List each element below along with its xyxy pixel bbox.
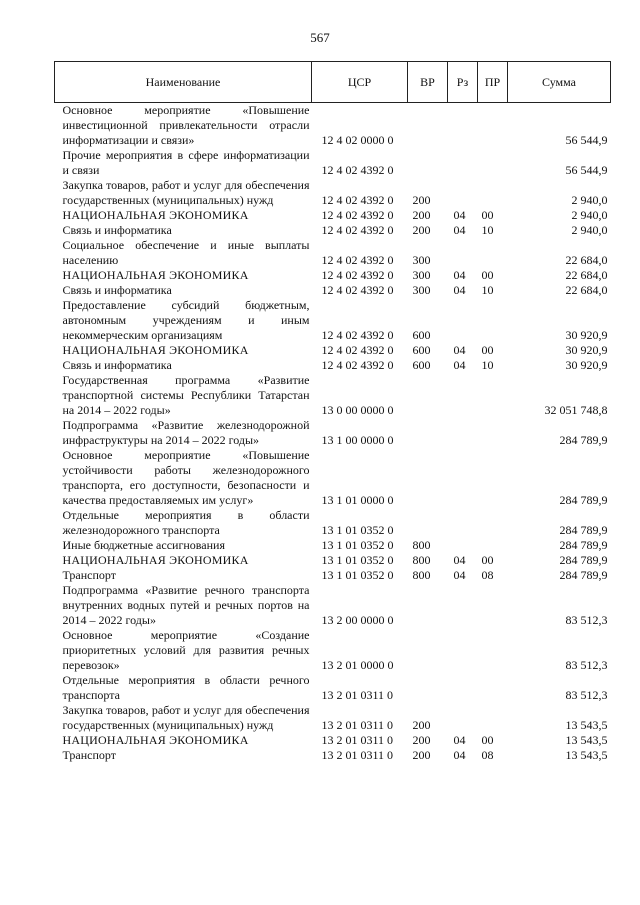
page-number: 567 xyxy=(310,30,330,45)
table-row xyxy=(55,373,611,418)
cell-vr: 300 xyxy=(412,283,431,297)
table-row xyxy=(55,148,611,178)
cell-vr xyxy=(408,508,448,538)
cell-sum: 284 789,9 xyxy=(559,523,608,537)
cell-vr: 800 xyxy=(412,553,431,567)
cell-rz xyxy=(448,448,478,508)
cell-name: Прочие мероприятия в сфере информатизации и связи xyxy=(62,148,310,177)
table-row xyxy=(55,733,611,748)
cell-sum: 22 684,0 xyxy=(565,253,608,267)
table-row xyxy=(55,703,611,733)
table-row xyxy=(55,238,611,268)
cell-sum: 284 789,9 xyxy=(559,553,608,567)
cell-vr: 600 xyxy=(412,328,431,342)
cell-pr: 10 xyxy=(481,283,494,297)
cell-name: Подпрограмма «Развитие речного транспорта внутренних водных путей и речных портов на 2014 – 2022 годы» xyxy=(62,583,310,627)
cell-name: НАЦИОНАЛЬНАЯ ЭКОНОМИКА xyxy=(62,208,249,222)
cell-vr: 800 xyxy=(412,568,431,582)
cell-sum: 284 789,9 xyxy=(559,493,608,507)
cell-name: Транспорт xyxy=(62,748,116,762)
cell-rz xyxy=(448,508,478,538)
cell-rz xyxy=(448,103,478,149)
header-name: Наименование xyxy=(55,62,312,103)
cell-pr xyxy=(478,103,508,149)
cell-vr: 300 xyxy=(412,268,431,282)
cell-name: Основное мероприятие «Повышение инвестиционной привлекательности отрасли информатизации и связи» xyxy=(62,103,310,147)
cell-csr: 13 1 01 0000 0 xyxy=(321,493,394,507)
cell-rz xyxy=(448,583,478,628)
cell-sum: 83 512,3 xyxy=(565,658,608,672)
cell-rz xyxy=(448,148,478,178)
cell-csr: 12 4 02 4392 0 xyxy=(321,208,394,222)
cell-vr xyxy=(408,673,448,703)
cell-rz: 04 xyxy=(453,568,466,582)
cell-rz: 04 xyxy=(453,268,466,282)
cell-pr: 08 xyxy=(481,568,494,582)
table-row xyxy=(55,583,611,628)
cell-pr: 00 xyxy=(481,208,494,222)
cell-pr xyxy=(478,673,508,703)
cell-sum: 284 789,9 xyxy=(559,433,608,447)
cell-csr: 13 1 01 0352 0 xyxy=(321,523,394,537)
table-row xyxy=(55,268,611,283)
cell-pr xyxy=(478,448,508,508)
cell-vr xyxy=(408,148,448,178)
cell-pr xyxy=(478,583,508,628)
cell-pr xyxy=(478,538,508,553)
cell-name: Подпрограмма «Развитие железнодорожной инфраструктуры на 2014 – 2022 годы» xyxy=(62,418,310,447)
table-row xyxy=(55,538,611,553)
cell-pr: 10 xyxy=(481,223,494,237)
table-row xyxy=(55,283,611,298)
header-sum: Сумма xyxy=(508,62,611,103)
cell-sum: 13 543,5 xyxy=(565,733,608,747)
cell-vr xyxy=(408,418,448,448)
cell-sum: 2 940,0 xyxy=(571,193,608,207)
cell-pr xyxy=(478,508,508,538)
cell-rz: 04 xyxy=(453,748,466,762)
cell-csr: 12 4 02 4392 0 xyxy=(321,268,394,282)
cell-sum: 56 544,9 xyxy=(565,133,608,147)
cell-rz xyxy=(448,178,478,208)
cell-csr: 13 2 01 0311 0 xyxy=(321,733,394,747)
cell-vr xyxy=(408,103,448,149)
cell-vr: 200 xyxy=(412,193,431,207)
cell-rz xyxy=(448,298,478,343)
cell-sum: 83 512,3 xyxy=(565,688,608,702)
cell-rz xyxy=(448,673,478,703)
cell-sum: 30 920,9 xyxy=(565,343,608,357)
cell-name: Связь и информатика xyxy=(62,358,172,372)
cell-csr: 12 4 02 4392 0 xyxy=(321,163,394,177)
table-body xyxy=(55,103,611,764)
cell-sum: 83 512,3 xyxy=(565,613,608,627)
header-csr: ЦСР xyxy=(312,62,408,103)
cell-vr: 200 xyxy=(412,748,431,762)
cell-rz xyxy=(448,418,478,448)
cell-sum: 30 920,9 xyxy=(565,328,608,342)
cell-csr: 13 1 01 0352 0 xyxy=(321,568,394,582)
cell-name: НАЦИОНАЛЬНАЯ ЭКОНОМИКА xyxy=(62,733,249,747)
cell-name: Транспорт xyxy=(62,568,116,582)
cell-name: Закупка товаров, работ и услуг для обеспечения государственных (муниципальных) нужд xyxy=(62,703,310,732)
table-row xyxy=(55,628,611,673)
cell-sum: 56 544,9 xyxy=(565,163,608,177)
cell-name: Отдельные мероприятия в области железнодорожного транспорта xyxy=(62,508,310,537)
table-row xyxy=(55,103,611,149)
cell-vr: 200 xyxy=(412,223,431,237)
cell-csr: 13 2 01 0311 0 xyxy=(321,718,394,732)
cell-name: Основное мероприятие «Создание приоритетных условий для развития речных перевозок» xyxy=(62,628,310,672)
cell-rz xyxy=(448,238,478,268)
cell-rz xyxy=(448,628,478,673)
cell-sum: 32 051 748,8 xyxy=(544,403,608,417)
cell-name: Предоставление субсидий бюджетным, автономным учреждениям и иным некоммерческим организациям xyxy=(62,298,310,342)
cell-pr xyxy=(478,148,508,178)
cell-name: НАЦИОНАЛЬНАЯ ЭКОНОМИКА xyxy=(62,553,249,567)
cell-csr: 12 4 02 4392 0 xyxy=(321,343,394,357)
cell-sum: 13 543,5 xyxy=(565,748,608,762)
cell-pr xyxy=(478,178,508,208)
cell-csr: 12 4 02 4392 0 xyxy=(321,253,394,267)
cell-rz xyxy=(448,538,478,553)
cell-name: Основное мероприятие «Повышение устойчивости работы железнодорожного транспорта, его доступности, безопасности и качества предоставляемых им услуг» xyxy=(62,448,310,507)
cell-rz: 04 xyxy=(453,553,466,567)
table-row xyxy=(55,673,611,703)
header-pr: ПР xyxy=(478,62,508,103)
cell-sum: 2 940,0 xyxy=(571,223,608,237)
cell-name: НАЦИОНАЛЬНАЯ ЭКОНОМИКА xyxy=(62,343,249,357)
cell-name: Связь и информатика xyxy=(62,283,172,297)
cell-csr: 12 4 02 4392 0 xyxy=(321,328,394,342)
cell-vr xyxy=(408,448,448,508)
cell-rz: 04 xyxy=(453,733,466,747)
cell-vr: 200 xyxy=(412,718,431,732)
table-row xyxy=(55,508,611,538)
cell-sum: 22 684,0 xyxy=(565,268,608,282)
cell-sum: 30 920,9 xyxy=(565,358,608,372)
header-vr: ВР xyxy=(408,62,448,103)
cell-csr: 13 2 00 0000 0 xyxy=(321,613,394,627)
cell-pr xyxy=(478,298,508,343)
cell-sum: 22 684,0 xyxy=(565,283,608,297)
table-row xyxy=(55,568,611,583)
cell-csr: 13 1 01 0352 0 xyxy=(321,538,394,552)
cell-vr: 200 xyxy=(412,733,431,747)
cell-pr xyxy=(478,703,508,733)
budget-table xyxy=(54,61,611,763)
cell-vr: 200 xyxy=(412,208,431,222)
cell-pr: 10 xyxy=(481,358,494,372)
cell-vr xyxy=(408,583,448,628)
cell-csr: 12 4 02 4392 0 xyxy=(321,223,394,237)
cell-pr xyxy=(478,373,508,418)
cell-vr xyxy=(408,628,448,673)
cell-rz xyxy=(448,373,478,418)
cell-rz: 04 xyxy=(453,358,466,372)
cell-csr: 13 2 01 0000 0 xyxy=(321,658,394,672)
table-row xyxy=(55,448,611,508)
table-row xyxy=(55,343,611,358)
table-row xyxy=(55,553,611,568)
cell-csr: 12 4 02 4392 0 xyxy=(321,283,394,297)
cell-pr xyxy=(478,628,508,673)
cell-vr: 800 xyxy=(412,538,431,552)
cell-name: Отдельные мероприятия в области речного транспорта xyxy=(62,673,310,702)
table-header xyxy=(55,62,611,103)
table-row xyxy=(55,178,611,208)
cell-name: Закупка товаров, работ и услуг для обеспечения государственных (муниципальных) нужд xyxy=(62,178,310,207)
cell-rz: 04 xyxy=(453,283,466,297)
cell-sum: 284 789,9 xyxy=(559,568,608,582)
cell-vr xyxy=(408,373,448,418)
cell-sum: 284 789,9 xyxy=(559,538,608,552)
table-row xyxy=(55,208,611,223)
cell-csr: 12 4 02 0000 0 xyxy=(321,133,394,147)
table-row xyxy=(55,358,611,373)
cell-pr: 08 xyxy=(481,748,494,762)
cell-name: Иные бюджетные ассигнования xyxy=(62,538,225,552)
cell-csr: 12 4 02 4392 0 xyxy=(321,193,394,207)
cell-csr: 13 1 01 0352 0 xyxy=(321,553,394,567)
cell-pr xyxy=(478,418,508,448)
cell-pr: 00 xyxy=(481,733,494,747)
cell-csr: 13 2 01 0311 0 xyxy=(321,748,394,762)
cell-sum: 2 940,0 xyxy=(571,208,608,222)
table-row xyxy=(55,298,611,343)
table-row xyxy=(55,418,611,448)
header-rz: Рз xyxy=(448,62,478,103)
cell-name: Государственная программа «Развитие транспортной системы Республики Татарстан на 2014 – 2022 годы» xyxy=(62,373,310,417)
cell-csr: 13 1 00 0000 0 xyxy=(321,433,394,447)
table-row xyxy=(55,748,611,763)
cell-csr: 13 2 01 0311 0 xyxy=(321,688,394,702)
cell-rz: 04 xyxy=(453,223,466,237)
cell-sum: 13 543,5 xyxy=(565,718,608,732)
cell-pr: 00 xyxy=(481,268,494,282)
cell-vr: 300 xyxy=(412,253,431,267)
cell-rz: 04 xyxy=(453,208,466,222)
cell-csr: 13 0 00 0000 0 xyxy=(321,403,394,417)
cell-name: Социальное обеспечение и иные выплаты населению xyxy=(62,238,310,267)
cell-vr: 600 xyxy=(412,343,431,357)
cell-rz xyxy=(448,703,478,733)
cell-rz: 04 xyxy=(453,343,466,357)
cell-csr: 12 4 02 4392 0 xyxy=(321,358,394,372)
table-row xyxy=(55,223,611,238)
cell-pr: 00 xyxy=(481,553,494,567)
cell-name: НАЦИОНАЛЬНАЯ ЭКОНОМИКА xyxy=(62,268,249,282)
cell-pr xyxy=(478,238,508,268)
cell-name: Связь и информатика xyxy=(62,223,172,237)
cell-vr: 600 xyxy=(412,358,431,372)
cell-pr: 00 xyxy=(481,343,494,357)
